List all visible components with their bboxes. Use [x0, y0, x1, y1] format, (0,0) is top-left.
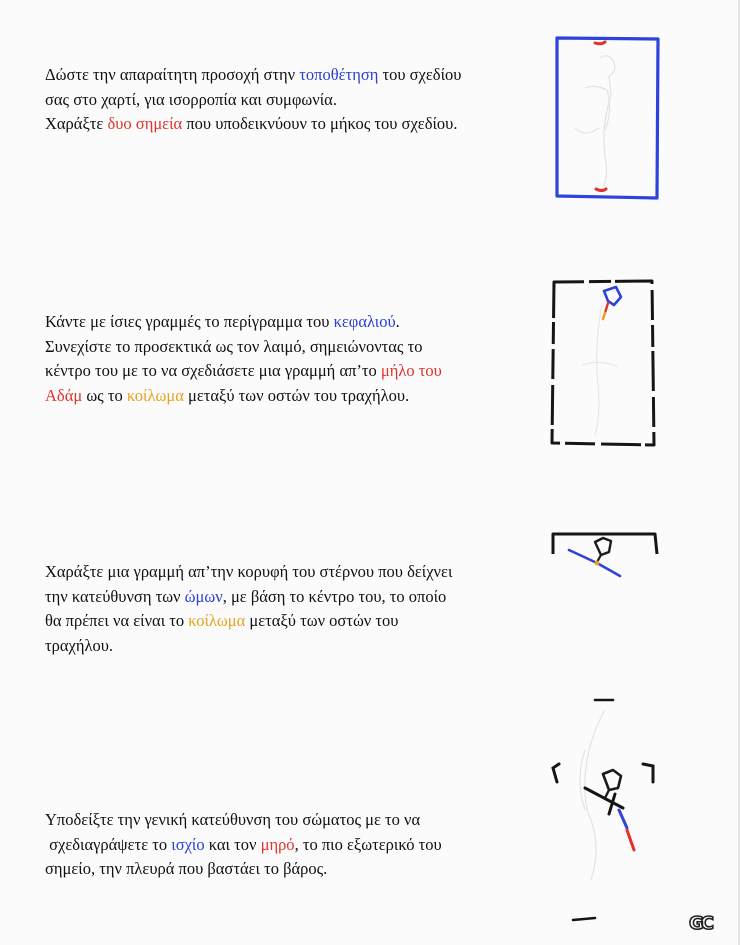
text-run: του σχεδίου	[378, 65, 462, 84]
neck-hollow-mark	[603, 313, 605, 319]
text-run: Δώστε την απαραίτητη προσοχή στην	[45, 65, 300, 84]
instruction-line	[45, 609, 525, 634]
adams-apple-line	[605, 303, 608, 313]
instruction-line	[45, 63, 525, 88]
bottom-frame-mark	[573, 918, 595, 920]
instruction-line	[45, 808, 525, 833]
placement-frame-sketch	[545, 28, 670, 203]
instruction-line	[45, 384, 525, 409]
text-run: σχεδιαγράψετε το	[45, 834, 172, 854]
faint-figure-ghost	[575, 56, 615, 186]
text-run: Συνεχίστε το προσεκτικά ως τον λαιμό, σημειώνοντας το	[45, 336, 423, 356]
instruction-block-placement	[45, 63, 525, 137]
text-run: τραχήλου.	[45, 635, 114, 655]
instruction-line	[45, 88, 525, 113]
instruction-line	[45, 335, 525, 360]
highlighted-term: Αδάμ	[45, 385, 83, 405]
instruction-line	[45, 112, 525, 137]
left-shoulder-line	[569, 550, 597, 563]
frame-corner-left	[553, 764, 559, 782]
highlighted-term: ώμων	[184, 586, 223, 606]
text-run: Χαράξτε μια γραμμή απ’την κορυφή του στέρνου που δείχνει	[45, 562, 453, 581]
neck-line	[605, 790, 609, 798]
highlighted-term: δυο σημεία	[107, 114, 183, 133]
neck-hollow-dot	[595, 561, 600, 566]
text-run: Χαράξτε	[45, 114, 108, 133]
head-frame-sketch	[542, 275, 667, 450]
text-run: Υποδείξτε την γενική κατεύθυνση του σώματος με το να	[45, 810, 421, 829]
text-run: μεταξύ των οστών του	[245, 611, 399, 630]
text-run: , με βάση το κέντρο του, το οποίο	[222, 586, 447, 606]
text-run: .	[395, 312, 400, 331]
text-run: Κάντε με ίσιες γραμμές το περίγραμμα του	[45, 312, 334, 331]
head-outline	[604, 287, 621, 305]
text-run: σημείο, την πλευρά που βαστάει το βάρος.	[45, 859, 328, 878]
highlighted-term: τοποθέτηση	[299, 65, 379, 84]
instruction-line	[45, 359, 525, 384]
text-run: και τον	[204, 834, 261, 854]
instruction-line	[45, 634, 525, 659]
text-run: θα πρέπει να είναι το	[45, 611, 189, 630]
highlighted-term: μηρό	[260, 834, 295, 854]
highlighted-term: κοίλωμα	[188, 611, 246, 630]
thigh-line	[627, 830, 634, 850]
text-run: την κατεύθυνση των	[45, 586, 185, 606]
instruction-line	[45, 585, 525, 610]
instruction-line	[45, 857, 525, 882]
instruction-line	[45, 310, 525, 335]
highlighted-term: κοίλωμα	[126, 385, 184, 405]
text-run: μεταξύ των οστών του τραχήλου.	[183, 385, 410, 405]
top-length-mark	[595, 42, 605, 44]
text-run: κέντρο του με το να σχεδιάσετε μια γραμμή απ’το	[45, 361, 381, 380]
head-outline	[603, 770, 621, 790]
instruction-block-head	[45, 310, 525, 408]
head-outline	[595, 538, 611, 555]
text-run: που υποδεικνύουν το μήκος του σχεδίου.	[182, 114, 458, 133]
instruction-block-body-direction	[45, 808, 525, 882]
text-run: ως το	[82, 385, 127, 405]
highlighted-term: κεφαλιού	[333, 312, 396, 331]
text-run: σας στο χαρτί, για ισορροπία και συμφωνία.	[45, 89, 337, 109]
body-direction-sketch	[545, 690, 670, 930]
faint-figure-ghost	[582, 305, 618, 435]
frame-corner-right	[643, 764, 653, 782]
blue-frame	[557, 38, 658, 198]
gc-logo: GC	[689, 913, 711, 934]
instruction-line	[45, 560, 525, 585]
instruction-line	[45, 833, 525, 858]
bottom-length-mark	[596, 189, 606, 191]
shoulders-sketch	[545, 528, 670, 593]
highlighted-term: ισχίο	[171, 834, 205, 854]
right-shoulder-line	[597, 563, 620, 576]
instruction-block-shoulders	[45, 560, 525, 658]
shoulder-and-torso-lines	[585, 788, 623, 814]
text-run: , το πιο εξωτερικό του	[294, 834, 442, 854]
highlighted-term: μήλο του	[380, 361, 442, 380]
hip-line	[619, 810, 627, 828]
